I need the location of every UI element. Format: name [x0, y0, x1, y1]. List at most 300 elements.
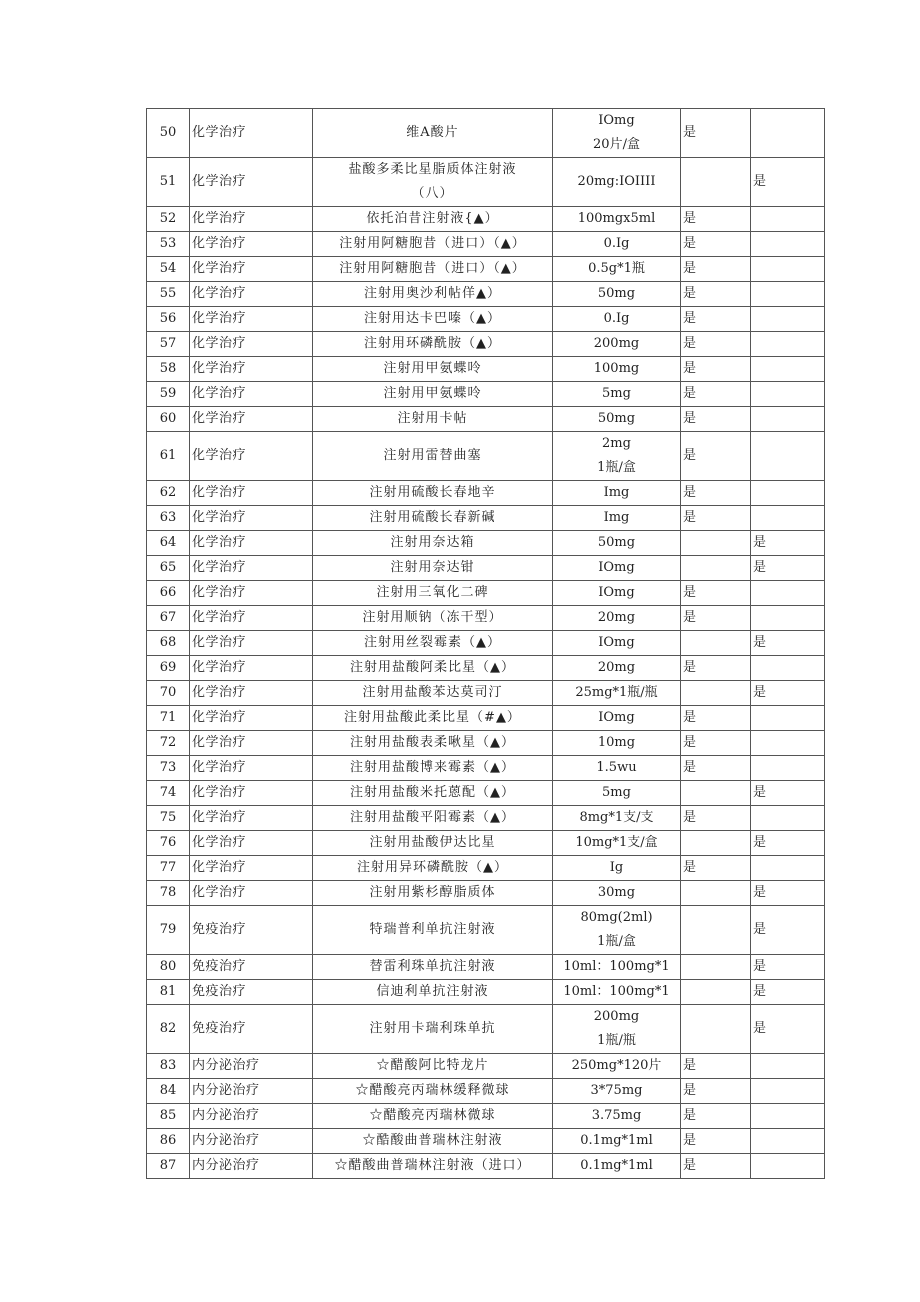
table-row [147, 980, 825, 1005]
specification-cell [553, 332, 681, 357]
row-number-cell: 78 [147, 881, 190, 906]
specification-line: 0.1mg*1ml [580, 1133, 653, 1148]
specification-line: Img [603, 485, 630, 500]
category-cell: 化学治疗 [190, 756, 313, 781]
specification-cell [553, 856, 681, 881]
category-cell: 化学治疗 [190, 282, 313, 307]
drug-name-line: 注射用阿糖胞昔（进口）（▲） [339, 261, 526, 276]
table-row [147, 556, 825, 581]
drug-name-cell [313, 781, 553, 806]
row-number-cell: 87 [147, 1154, 190, 1179]
flag-cell-a [681, 980, 751, 1005]
specification-cell [553, 955, 681, 980]
drug-name-cell [313, 980, 553, 1005]
drug-name-line: ☆醋酸亮丙瑞林微球 [369, 1108, 496, 1123]
table-row [147, 756, 825, 781]
category-cell: 化学治疗 [190, 109, 313, 158]
specification-line: 250mg*120片 [571, 1058, 662, 1073]
category-cell: 化学治疗 [190, 257, 313, 282]
row-number-cell: 68 [147, 631, 190, 656]
flag-cell-b [751, 856, 825, 881]
flag-cell-b [751, 506, 825, 531]
drug-name-cell [313, 158, 553, 207]
row-number-cell: 65 [147, 556, 190, 581]
drug-name-cell [313, 955, 553, 980]
drug-name-line: （八） [411, 186, 454, 201]
drug-name-line: 盐酸多柔比星脂质体注射液 [348, 162, 517, 177]
category-cell: 化学治疗 [190, 681, 313, 706]
row-number-cell: 72 [147, 731, 190, 756]
specification-line: 3*75mg [590, 1083, 643, 1098]
row-number-cell: 73 [147, 756, 190, 781]
specification-cell [553, 1054, 681, 1079]
flag-cell-a: 是 [681, 1154, 751, 1179]
table-row [147, 232, 825, 257]
row-number-cell: 74 [147, 781, 190, 806]
drug-name-line: 特瑞普利单抗注射液 [369, 922, 496, 937]
specification-line: 1瓶/盒 [597, 934, 636, 949]
drug-name-line: 注射用盐酸表柔啾星（▲） [350, 735, 515, 750]
row-number-cell: 57 [147, 332, 190, 357]
category-cell: 免疫治疗 [190, 955, 313, 980]
table-row [147, 955, 825, 980]
row-number-cell: 60 [147, 407, 190, 432]
specification-cell [553, 681, 681, 706]
drug-name-cell [313, 806, 553, 831]
flag-cell-b [751, 432, 825, 481]
table-row [147, 481, 825, 506]
drug-name-cell [313, 906, 553, 955]
flag-cell-a: 是 [681, 257, 751, 282]
drug-name-cell [313, 831, 553, 856]
flag-cell-a: 是 [681, 806, 751, 831]
specification-cell [553, 706, 681, 731]
specification-line: 100mgx5ml [577, 211, 656, 226]
flag-cell-a [681, 531, 751, 556]
category-cell: 化学治疗 [190, 207, 313, 232]
flag-cell-a: 是 [681, 1054, 751, 1079]
row-number-cell: 59 [147, 382, 190, 407]
drug-name-line: 注射用硫酸长春新碱 [369, 510, 496, 525]
drug-name-cell [313, 881, 553, 906]
table-row [147, 856, 825, 881]
table-row [147, 656, 825, 681]
table-row [147, 407, 825, 432]
flag-cell-a [681, 955, 751, 980]
drug-name-line: 注射用紫杉醇脂质体 [369, 885, 496, 900]
drug-name-cell [313, 1054, 553, 1079]
table-row [147, 631, 825, 656]
specification-line: 10mg*1支/盒 [575, 835, 658, 850]
drug-name-cell [313, 606, 553, 631]
drug-name-cell [313, 207, 553, 232]
drug-name-line: 注射用雷替曲塞 [383, 448, 482, 463]
drug-name-cell [313, 257, 553, 282]
flag-cell-a [681, 881, 751, 906]
drug-name-line: ☆酷酸曲普瑞林注射液 [362, 1133, 503, 1148]
table-row [147, 1104, 825, 1129]
drug-name-cell [313, 332, 553, 357]
drug-name-line: 注射用盐酸米托蒽配（▲） [350, 785, 515, 800]
flag-cell-b [751, 731, 825, 756]
category-cell: 化学治疗 [190, 556, 313, 581]
specification-line: 50mg [597, 286, 636, 301]
flag-cell-b [751, 606, 825, 631]
specification-cell [553, 506, 681, 531]
row-number-cell: 80 [147, 955, 190, 980]
flag-cell-a: 是 [681, 1079, 751, 1104]
row-number-cell: 56 [147, 307, 190, 332]
category-cell: 内分泌治疗 [190, 1129, 313, 1154]
flag-cell-a: 是 [681, 307, 751, 332]
row-number-cell: 66 [147, 581, 190, 606]
specification-line: 25mg*1瓶/瓶 [575, 685, 658, 700]
specification-cell [553, 357, 681, 382]
row-number-cell: 70 [147, 681, 190, 706]
drug-name-line: 注射用奥沙利帖佯▲） [364, 286, 501, 301]
table-row [147, 282, 825, 307]
drug-name-line: 注射用盐酸平阳霉素（▲） [350, 810, 515, 825]
row-number-cell: 82 [147, 1005, 190, 1054]
row-number-cell: 52 [147, 207, 190, 232]
drug-name-cell [313, 282, 553, 307]
flag-cell-a: 是 [681, 432, 751, 481]
drug-name-line: 依托泊昔注射液{▲） [366, 211, 499, 226]
table-row [147, 1154, 825, 1179]
table-row [147, 257, 825, 282]
specification-cell [553, 432, 681, 481]
drug-name-cell [313, 1079, 553, 1104]
flag-cell-b [751, 656, 825, 681]
category-cell: 化学治疗 [190, 856, 313, 881]
drug-name-cell [313, 307, 553, 332]
specification-cell [553, 1079, 681, 1104]
drug-name-cell [313, 731, 553, 756]
flag-cell-b [751, 232, 825, 257]
drug-name-cell [313, 232, 553, 257]
specification-line: IOmg [598, 113, 635, 128]
category-cell: 化学治疗 [190, 307, 313, 332]
table-row [147, 606, 825, 631]
specification-cell [553, 407, 681, 432]
flag-cell-a [681, 906, 751, 955]
flag-cell-a: 是 [681, 207, 751, 232]
flag-cell-b: 是 [751, 1005, 825, 1054]
category-cell: 化学治疗 [190, 481, 313, 506]
specification-cell [553, 581, 681, 606]
category-cell: 化学治疗 [190, 606, 313, 631]
flag-cell-a: 是 [681, 581, 751, 606]
drug-name-line: 注射用三氧化二碑 [376, 585, 489, 600]
specification-cell [553, 1154, 681, 1179]
drug-name-cell [313, 856, 553, 881]
row-number-cell: 63 [147, 506, 190, 531]
drug-name-line: 注射用奈达钳 [390, 560, 475, 575]
specification-cell [553, 531, 681, 556]
row-number-cell: 58 [147, 357, 190, 382]
table-body [147, 109, 825, 1179]
drug-name-cell [313, 681, 553, 706]
flag-cell-a: 是 [681, 232, 751, 257]
specification-line: 10mg [597, 735, 636, 750]
table-row [147, 806, 825, 831]
specification-line: 200mg [593, 336, 640, 351]
drug-name-line: 注射用硫酸长春地辛 [369, 485, 496, 500]
table-row [147, 681, 825, 706]
category-cell: 化学治疗 [190, 631, 313, 656]
specification-cell [553, 656, 681, 681]
drug-list-table [146, 108, 825, 1179]
drug-name-line: 替雷利珠单抗注射液 [369, 959, 496, 974]
specification-line: Img [603, 510, 630, 525]
specification-line: 0.1mg*1ml [580, 1158, 653, 1173]
flag-cell-a: 是 [681, 332, 751, 357]
flag-cell-a: 是 [681, 1129, 751, 1154]
row-number-cell: 77 [147, 856, 190, 881]
specification-line: 3.75mg [591, 1108, 642, 1123]
specification-cell [553, 1005, 681, 1054]
drug-name-line: 注射用盐酸伊达比星 [369, 835, 496, 850]
category-cell: 免疫治疗 [190, 906, 313, 955]
table-row [147, 207, 825, 232]
drug-name-line: 注射用卡瑞利珠单抗 [369, 1021, 496, 1036]
row-number-cell: 84 [147, 1079, 190, 1104]
category-cell: 内分泌治疗 [190, 1054, 313, 1079]
category-cell: 内分泌治疗 [190, 1154, 313, 1179]
drug-name-line: 注射用奈达箱 [390, 535, 475, 550]
category-cell: 化学治疗 [190, 407, 313, 432]
row-number-cell: 50 [147, 109, 190, 158]
flag-cell-a [681, 556, 751, 581]
specification-line: 20mg:IOIIII [577, 174, 656, 189]
row-number-cell: 85 [147, 1104, 190, 1129]
specification-cell [553, 631, 681, 656]
flag-cell-b [751, 806, 825, 831]
drug-name-cell [313, 656, 553, 681]
specification-line: IOmg [598, 710, 635, 725]
flag-cell-a: 是 [681, 756, 751, 781]
flag-cell-b: 是 [751, 681, 825, 706]
table-row [147, 706, 825, 731]
flag-cell-a: 是 [681, 656, 751, 681]
category-cell: 化学治疗 [190, 382, 313, 407]
specification-cell [553, 806, 681, 831]
specification-line: 10ml：100mg*1 [563, 984, 670, 999]
category-cell: 化学治疗 [190, 357, 313, 382]
specification-line: 5mg [602, 785, 631, 800]
flag-cell-a [681, 681, 751, 706]
flag-cell-b [751, 207, 825, 232]
flag-cell-a: 是 [681, 109, 751, 158]
specification-line: 0.Ig [603, 311, 630, 326]
row-number-cell: 64 [147, 531, 190, 556]
specification-cell [553, 731, 681, 756]
flag-cell-b [751, 1079, 825, 1104]
drug-name-line: 注射用卡帖 [397, 411, 468, 426]
drug-name-line: 注射用异环磷酰胺（▲） [357, 860, 508, 875]
drug-name-line: 注射用甲氨蝶呤 [383, 361, 482, 376]
row-number-cell: 83 [147, 1054, 190, 1079]
flag-cell-a: 是 [681, 606, 751, 631]
drug-name-cell [313, 556, 553, 581]
specification-cell [553, 556, 681, 581]
specification-line: 1瓶/盒 [597, 460, 636, 475]
specification-cell [553, 1129, 681, 1154]
category-cell: 化学治疗 [190, 581, 313, 606]
drug-name-line: 信迪利单抗注射液 [376, 984, 489, 999]
table-row [147, 506, 825, 531]
specification-line: IOmg [598, 635, 635, 650]
table-row [147, 109, 825, 158]
flag-cell-a: 是 [681, 382, 751, 407]
table-row [147, 357, 825, 382]
row-number-cell: 61 [147, 432, 190, 481]
specification-cell [553, 307, 681, 332]
specification-line: 200mg [593, 1009, 640, 1024]
flag-cell-b [751, 357, 825, 382]
flag-cell-a: 是 [681, 731, 751, 756]
specification-cell [553, 257, 681, 282]
drug-name-line: 注射用盐酸博来霉素（▲） [350, 760, 515, 775]
specification-cell [553, 756, 681, 781]
table-row [147, 1005, 825, 1054]
category-cell: 化学治疗 [190, 706, 313, 731]
table-row [147, 731, 825, 756]
row-number-cell: 51 [147, 158, 190, 207]
category-cell: 化学治疗 [190, 656, 313, 681]
specification-line: 80mg(2ml) [580, 910, 653, 925]
table-row [147, 332, 825, 357]
row-number-cell: 62 [147, 481, 190, 506]
drug-name-line: 注射用甲氨蝶呤 [383, 386, 482, 401]
flag-cell-a [681, 631, 751, 656]
drug-name-cell [313, 1005, 553, 1054]
row-number-cell: 55 [147, 282, 190, 307]
flag-cell-b [751, 382, 825, 407]
table-row [147, 531, 825, 556]
drug-name-cell [313, 631, 553, 656]
category-cell: 免疫治疗 [190, 980, 313, 1005]
category-cell: 化学治疗 [190, 731, 313, 756]
table-row [147, 831, 825, 856]
flag-cell-a: 是 [681, 282, 751, 307]
flag-cell-b [751, 706, 825, 731]
category-cell: 化学治疗 [190, 881, 313, 906]
specification-cell [553, 282, 681, 307]
drug-name-cell [313, 481, 553, 506]
flag-cell-b: 是 [751, 980, 825, 1005]
specification-line: 5mg [602, 386, 631, 401]
flag-cell-a: 是 [681, 481, 751, 506]
row-number-cell: 79 [147, 906, 190, 955]
flag-cell-b: 是 [751, 831, 825, 856]
flag-cell-b: 是 [751, 531, 825, 556]
specification-line: 1瓶/瓶 [597, 1033, 636, 1048]
drug-name-line: 注射用盐酸此柔比星（#▲） [344, 710, 521, 725]
flag-cell-b [751, 756, 825, 781]
specification-line: 20mg [597, 610, 636, 625]
drug-name-cell [313, 581, 553, 606]
category-cell: 化学治疗 [190, 806, 313, 831]
drug-name-line: 注射用丝裂霉素（▲） [364, 635, 501, 650]
flag-cell-b [751, 109, 825, 158]
flag-cell-b: 是 [751, 631, 825, 656]
flag-cell-b [751, 1104, 825, 1129]
category-cell: 内分泌治疗 [190, 1104, 313, 1129]
specification-cell [553, 232, 681, 257]
drug-name-line: 注射用环磷酰胺（▲） [364, 336, 501, 351]
flag-cell-b [751, 581, 825, 606]
specification-line: 50mg [597, 411, 636, 426]
flag-cell-b: 是 [751, 881, 825, 906]
row-number-cell: 75 [147, 806, 190, 831]
table-row [147, 881, 825, 906]
category-cell: 化学治疗 [190, 432, 313, 481]
row-number-cell: 86 [147, 1129, 190, 1154]
row-number-cell: 69 [147, 656, 190, 681]
drug-name-cell [313, 109, 553, 158]
drug-name-line: 注射用达卡巴嗪（▲） [364, 311, 501, 326]
specification-line: 0.5g*1瓶 [588, 261, 645, 276]
drug-name-cell [313, 1154, 553, 1179]
specification-line: 20mg [597, 660, 636, 675]
table-row [147, 581, 825, 606]
drug-name-line: 注射用阿糖胞昔（进口）（▲） [339, 236, 526, 251]
specification-cell [553, 980, 681, 1005]
flag-cell-b: 是 [751, 556, 825, 581]
row-number-cell: 81 [147, 980, 190, 1005]
specification-line: 0.Ig [603, 236, 630, 251]
specification-cell [553, 881, 681, 906]
category-cell: 化学治疗 [190, 781, 313, 806]
drug-name-line: 注射用盐酸阿柔比星（▲） [350, 660, 515, 675]
specification-cell [553, 207, 681, 232]
specification-cell [553, 382, 681, 407]
flag-cell-b [751, 1129, 825, 1154]
specification-cell [553, 481, 681, 506]
flag-cell-a: 是 [681, 1104, 751, 1129]
category-cell: 化学治疗 [190, 506, 313, 531]
drug-name-cell [313, 407, 553, 432]
drug-name-line: 注射用盐酸苯达莫司汀 [362, 685, 503, 700]
row-number-cell: 71 [147, 706, 190, 731]
drug-name-line: ☆醋酸曲普瑞林注射液（进口） [334, 1158, 531, 1173]
category-cell: 免疫治疗 [190, 1005, 313, 1054]
drug-name-cell [313, 382, 553, 407]
flag-cell-a [681, 831, 751, 856]
flag-cell-a: 是 [681, 407, 751, 432]
specification-line: 8mg*1支/支 [579, 810, 654, 825]
flag-cell-b: 是 [751, 781, 825, 806]
flag-cell-b: 是 [751, 955, 825, 980]
flag-cell-b [751, 407, 825, 432]
specification-cell [553, 606, 681, 631]
flag-cell-a: 是 [681, 506, 751, 531]
table-row [147, 158, 825, 207]
flag-cell-a: 是 [681, 357, 751, 382]
specification-cell [553, 158, 681, 207]
drug-name-cell [313, 1104, 553, 1129]
specification-line: 20片/盒 [593, 137, 640, 152]
flag-cell-a: 是 [681, 856, 751, 881]
flag-cell-a: 是 [681, 706, 751, 731]
row-number-cell: 76 [147, 831, 190, 856]
drug-name-line: ☆醋酸阿比特龙片 [376, 1058, 489, 1073]
specification-cell [553, 109, 681, 158]
specification-line: 10ml：100mg*1 [563, 959, 670, 974]
flag-cell-a [681, 1005, 751, 1054]
specification-line: 2mg [602, 436, 631, 451]
